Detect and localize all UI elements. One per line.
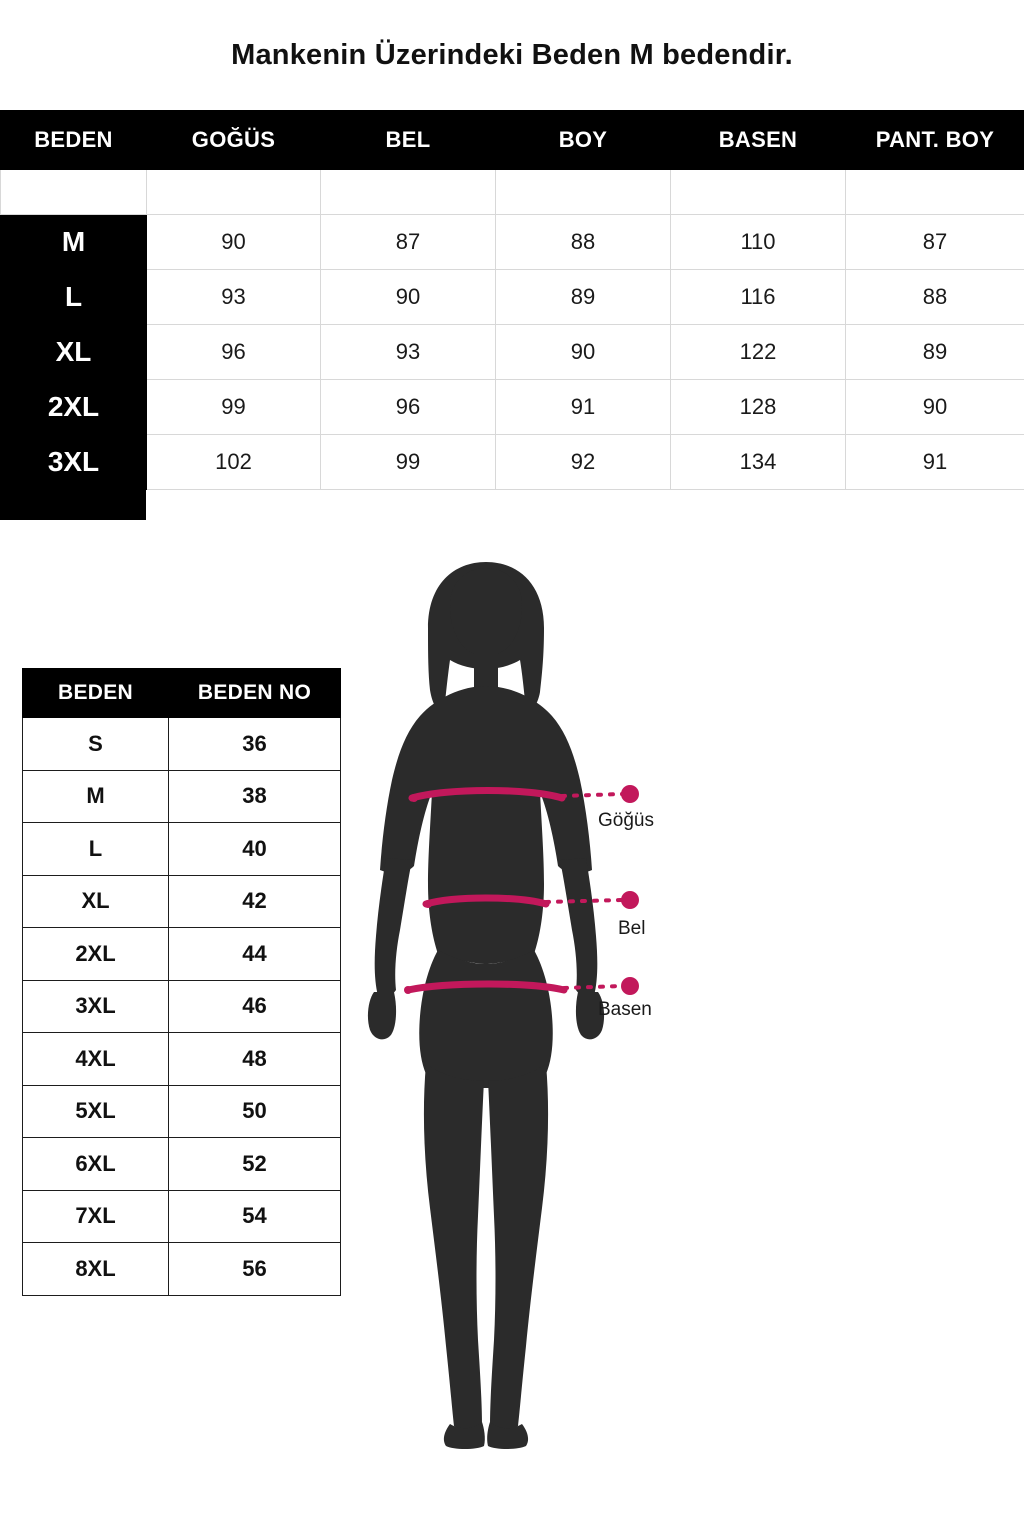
cell-beden: 8XL — [23, 1243, 169, 1296]
cell-beden-no: 48 — [169, 1033, 341, 1086]
spacer-cell — [671, 170, 846, 215]
cell-pant-boy: 88 — [846, 270, 1024, 325]
table-row — [1, 215, 1024, 270]
measurement-table — [0, 110, 1024, 490]
cell-pant-boy: 87 — [846, 215, 1024, 270]
row-size-label: M — [1, 215, 147, 270]
table-row — [1, 380, 1024, 435]
table-row — [23, 928, 341, 981]
cell-gogus: 99 — [147, 380, 321, 435]
size-conversion-table-container — [22, 668, 340, 1296]
table-row — [23, 770, 341, 823]
table-row — [23, 1085, 341, 1138]
label-bel: Bel — [618, 918, 646, 939]
table-footer-block — [0, 490, 146, 520]
cell-beden: 2XL — [23, 928, 169, 981]
table-row — [1, 435, 1024, 490]
cell-beden-no: 46 — [169, 980, 341, 1033]
label-gogus: Göğüs — [598, 810, 654, 831]
column-header-boy: BOY — [496, 111, 671, 170]
table-row — [23, 1138, 341, 1191]
page-title: Mankenin Üzerindeki Beden M bedendir. — [231, 38, 793, 71]
table-row — [1, 325, 1024, 380]
cell-beden: S — [23, 718, 169, 771]
cell-basen: 122 — [671, 325, 846, 380]
cell-beden-no: 40 — [169, 823, 341, 876]
mannequin-figure-area — [350, 540, 1010, 1480]
cell-beden-no: 38 — [169, 770, 341, 823]
chart-title-band — [0, 0, 1024, 110]
cell-beden-no: 50 — [169, 1085, 341, 1138]
cell-basen: 110 — [671, 215, 846, 270]
table-row — [23, 980, 341, 1033]
cell-gogus: 90 — [147, 215, 321, 270]
table-row — [23, 823, 341, 876]
cell-pant-boy: 89 — [846, 325, 1024, 380]
cell-boy: 88 — [496, 215, 671, 270]
cell-beden-no: 44 — [169, 928, 341, 981]
column-header-beden: BEDEN — [23, 669, 169, 718]
row-size-label: L — [1, 270, 147, 325]
cell-pant-boy: 90 — [846, 380, 1024, 435]
column-header-gogus: GOĞÜS — [147, 111, 321, 170]
cell-beden-no: 54 — [169, 1190, 341, 1243]
cell-beden: 5XL — [23, 1085, 169, 1138]
cell-basen: 128 — [671, 380, 846, 435]
cell-beden: 7XL — [23, 1190, 169, 1243]
cell-beden: 6XL — [23, 1138, 169, 1191]
cell-beden: L — [23, 823, 169, 876]
cell-bel: 99 — [321, 435, 496, 490]
table-spacer-row — [1, 170, 1024, 215]
cell-gogus: 96 — [147, 325, 321, 380]
row-size-label: 3XL — [1, 435, 147, 490]
cell-boy: 90 — [496, 325, 671, 380]
spacer-cell — [147, 170, 321, 215]
table-row — [1, 270, 1024, 325]
spacer-cell — [321, 170, 496, 215]
cell-gogus: 93 — [147, 270, 321, 325]
cell-beden: XL — [23, 875, 169, 928]
cell-beden: M — [23, 770, 169, 823]
cell-boy: 89 — [496, 270, 671, 325]
column-header-beden-no: BEDEN NO — [169, 669, 341, 718]
table-row — [23, 718, 341, 771]
cell-beden-no: 52 — [169, 1138, 341, 1191]
spacer-cell — [846, 170, 1024, 215]
cell-bel: 96 — [321, 380, 496, 435]
cell-gogus: 102 — [147, 435, 321, 490]
cell-boy: 92 — [496, 435, 671, 490]
cell-beden-no: 42 — [169, 875, 341, 928]
size-table-header-row — [23, 669, 341, 718]
table-row — [23, 875, 341, 928]
measurement-lines-overlay — [350, 540, 1010, 1480]
size-conversion-table — [22, 668, 341, 1296]
spacer-cell — [1, 170, 147, 215]
column-header-beden: BEDEN — [1, 111, 147, 170]
column-header-pant-boy: PANT. BOY — [846, 111, 1024, 170]
cell-beden: 4XL — [23, 1033, 169, 1086]
cell-bel: 90 — [321, 270, 496, 325]
cell-basen: 134 — [671, 435, 846, 490]
spacer-cell — [496, 170, 671, 215]
table-row — [23, 1190, 341, 1243]
measurement-table-container — [0, 110, 1024, 490]
table-row — [23, 1033, 341, 1086]
cell-beden-no: 56 — [169, 1243, 341, 1296]
cell-pant-boy: 91 — [846, 435, 1024, 490]
cell-beden-no: 36 — [169, 718, 341, 771]
label-basen: Basen — [598, 999, 652, 1020]
cell-beden: 3XL — [23, 980, 169, 1033]
cell-boy: 91 — [496, 380, 671, 435]
cell-bel: 93 — [321, 325, 496, 380]
row-size-label: XL — [1, 325, 147, 380]
column-header-basen: BASEN — [671, 111, 846, 170]
table-header-row — [1, 111, 1024, 170]
table-row — [23, 1243, 341, 1296]
row-size-label: 2XL — [1, 380, 147, 435]
column-header-bel: BEL — [321, 111, 496, 170]
cell-basen: 116 — [671, 270, 846, 325]
cell-bel: 87 — [321, 215, 496, 270]
